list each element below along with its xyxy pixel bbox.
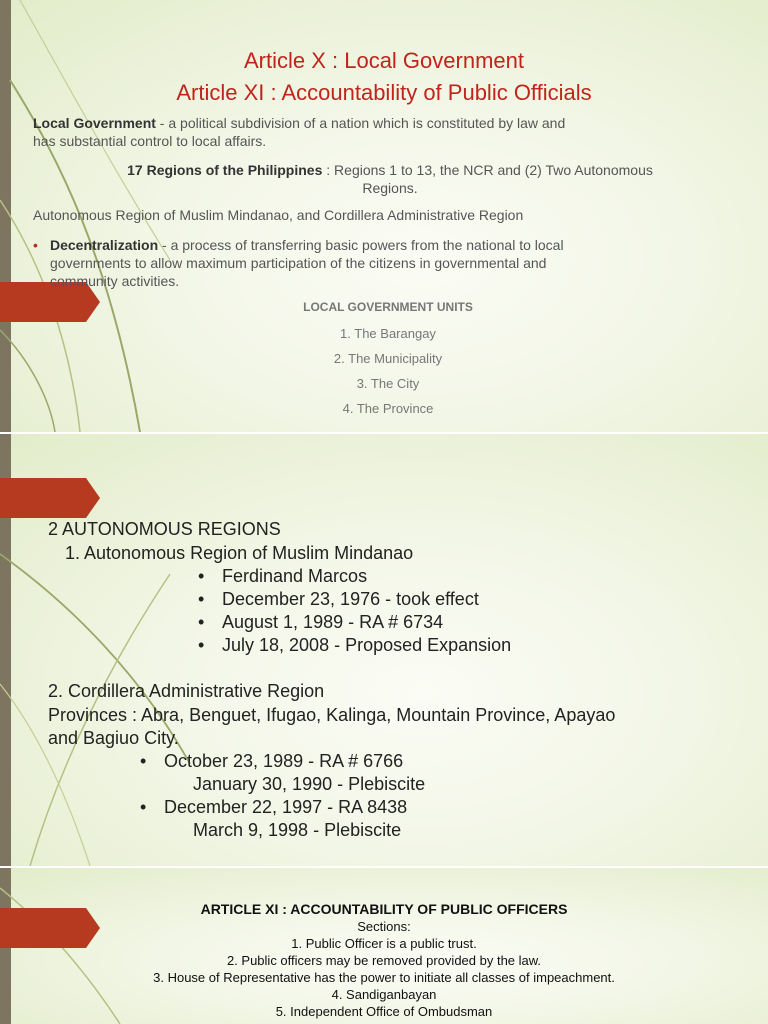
lgu-item: 2. The Municipality [333, 351, 443, 366]
bullet-icon: • [198, 635, 205, 655]
region-2-bullet: October 23, 1989 - RA # 6766 [164, 751, 404, 771]
local-government-definition: Local Government - a political subdivision of a nation which is constituted by law and has substantial control to local affairs. [33, 115, 566, 149]
regions-definition: 17 Regions of the Philippines : Regions 1 to 13, the NCR and (2) Two Autonomous Regions. [127, 162, 653, 196]
region-1-bullet: August 1, 1989 - RA # 6734 [222, 612, 444, 632]
slide-title-line1: Article X : Local Government [243, 48, 524, 73]
bullet-icon: • [198, 566, 205, 586]
section-item: 3. House of Representative has the power to initiate all classes of impeachment. [153, 970, 615, 985]
slide-title-line2: Article XI : Accountability of Public Officials [176, 80, 592, 105]
bullet-icon: • [33, 237, 38, 253]
slide-3 [0, 868, 768, 1024]
article-xi-heading: ARTICLE XI : ACCOUNTABILITY OF PUBLIC OFFICERS [200, 901, 568, 917]
lgu-item: 4. The Province [342, 401, 434, 416]
arrow-marker [0, 478, 100, 518]
lgu-heading: LOCAL GOVERNMENT UNITS [303, 300, 473, 314]
section-item: 1. Public Officer is a public trust. [291, 936, 477, 951]
sections-label: Sections: [357, 919, 411, 934]
lgu-item: 3. The City [356, 376, 420, 391]
bullet-icon: • [140, 751, 147, 771]
bullet-icon: • [140, 797, 147, 817]
local-government-term: Local Government [33, 115, 156, 131]
section-item: 2. Public officers may be removed provided by the law. [226, 953, 542, 968]
region-2-sub: January 30, 1990 - Plebiscite [193, 774, 426, 794]
provinces-line-1: Provinces : Abra, Benguet, Ifugao, Kalinga, Mountain Province, Apayao [48, 705, 616, 725]
region-2-bullet: December 22, 1997 - RA 8438 [164, 797, 408, 817]
bullet-icon: • [198, 589, 205, 609]
region-1-bullet: July 18, 2008 - Proposed Expansion [222, 635, 512, 655]
region-2-title: 2. Cordillera Administrative Region [48, 681, 325, 701]
decentralization-definition: Decentralization - a process of transferring basic powers from the national to local governments to allow maximum participation of the citizens in governmental and community activities. [50, 237, 564, 289]
autonomous-regions-heading: 2 AUTONOMOUS REGIONS [48, 519, 281, 539]
decentralization-term: Decentralization [50, 237, 159, 253]
region-2-sub: March 9, 1998 - Plebiscite [193, 820, 402, 840]
bullet-icon: • [198, 612, 205, 632]
section-item: 5. Independent Office of Ombudsman [275, 1004, 493, 1019]
region-1-bullet: Ferdinand Marcos [222, 566, 368, 586]
slide-2 [0, 434, 768, 866]
region-1-title: 1. Autonomous Region of Muslim Mindanao [65, 543, 414, 563]
provinces-line-2: and Bagiuo City. [48, 728, 179, 748]
region-1-bullet: December 23, 1976 - took effect [222, 589, 479, 609]
lgu-item: 1. The Barangay [340, 326, 436, 341]
section-item: 4. Sandiganbayan [331, 987, 437, 1002]
regions-term: 17 Regions of the Philippines [127, 162, 323, 178]
autonomous-regions-line: Autonomous Region of Muslim Mindanao, and Cordillera Administrative Region [33, 207, 524, 223]
slide-1 [0, 0, 768, 432]
